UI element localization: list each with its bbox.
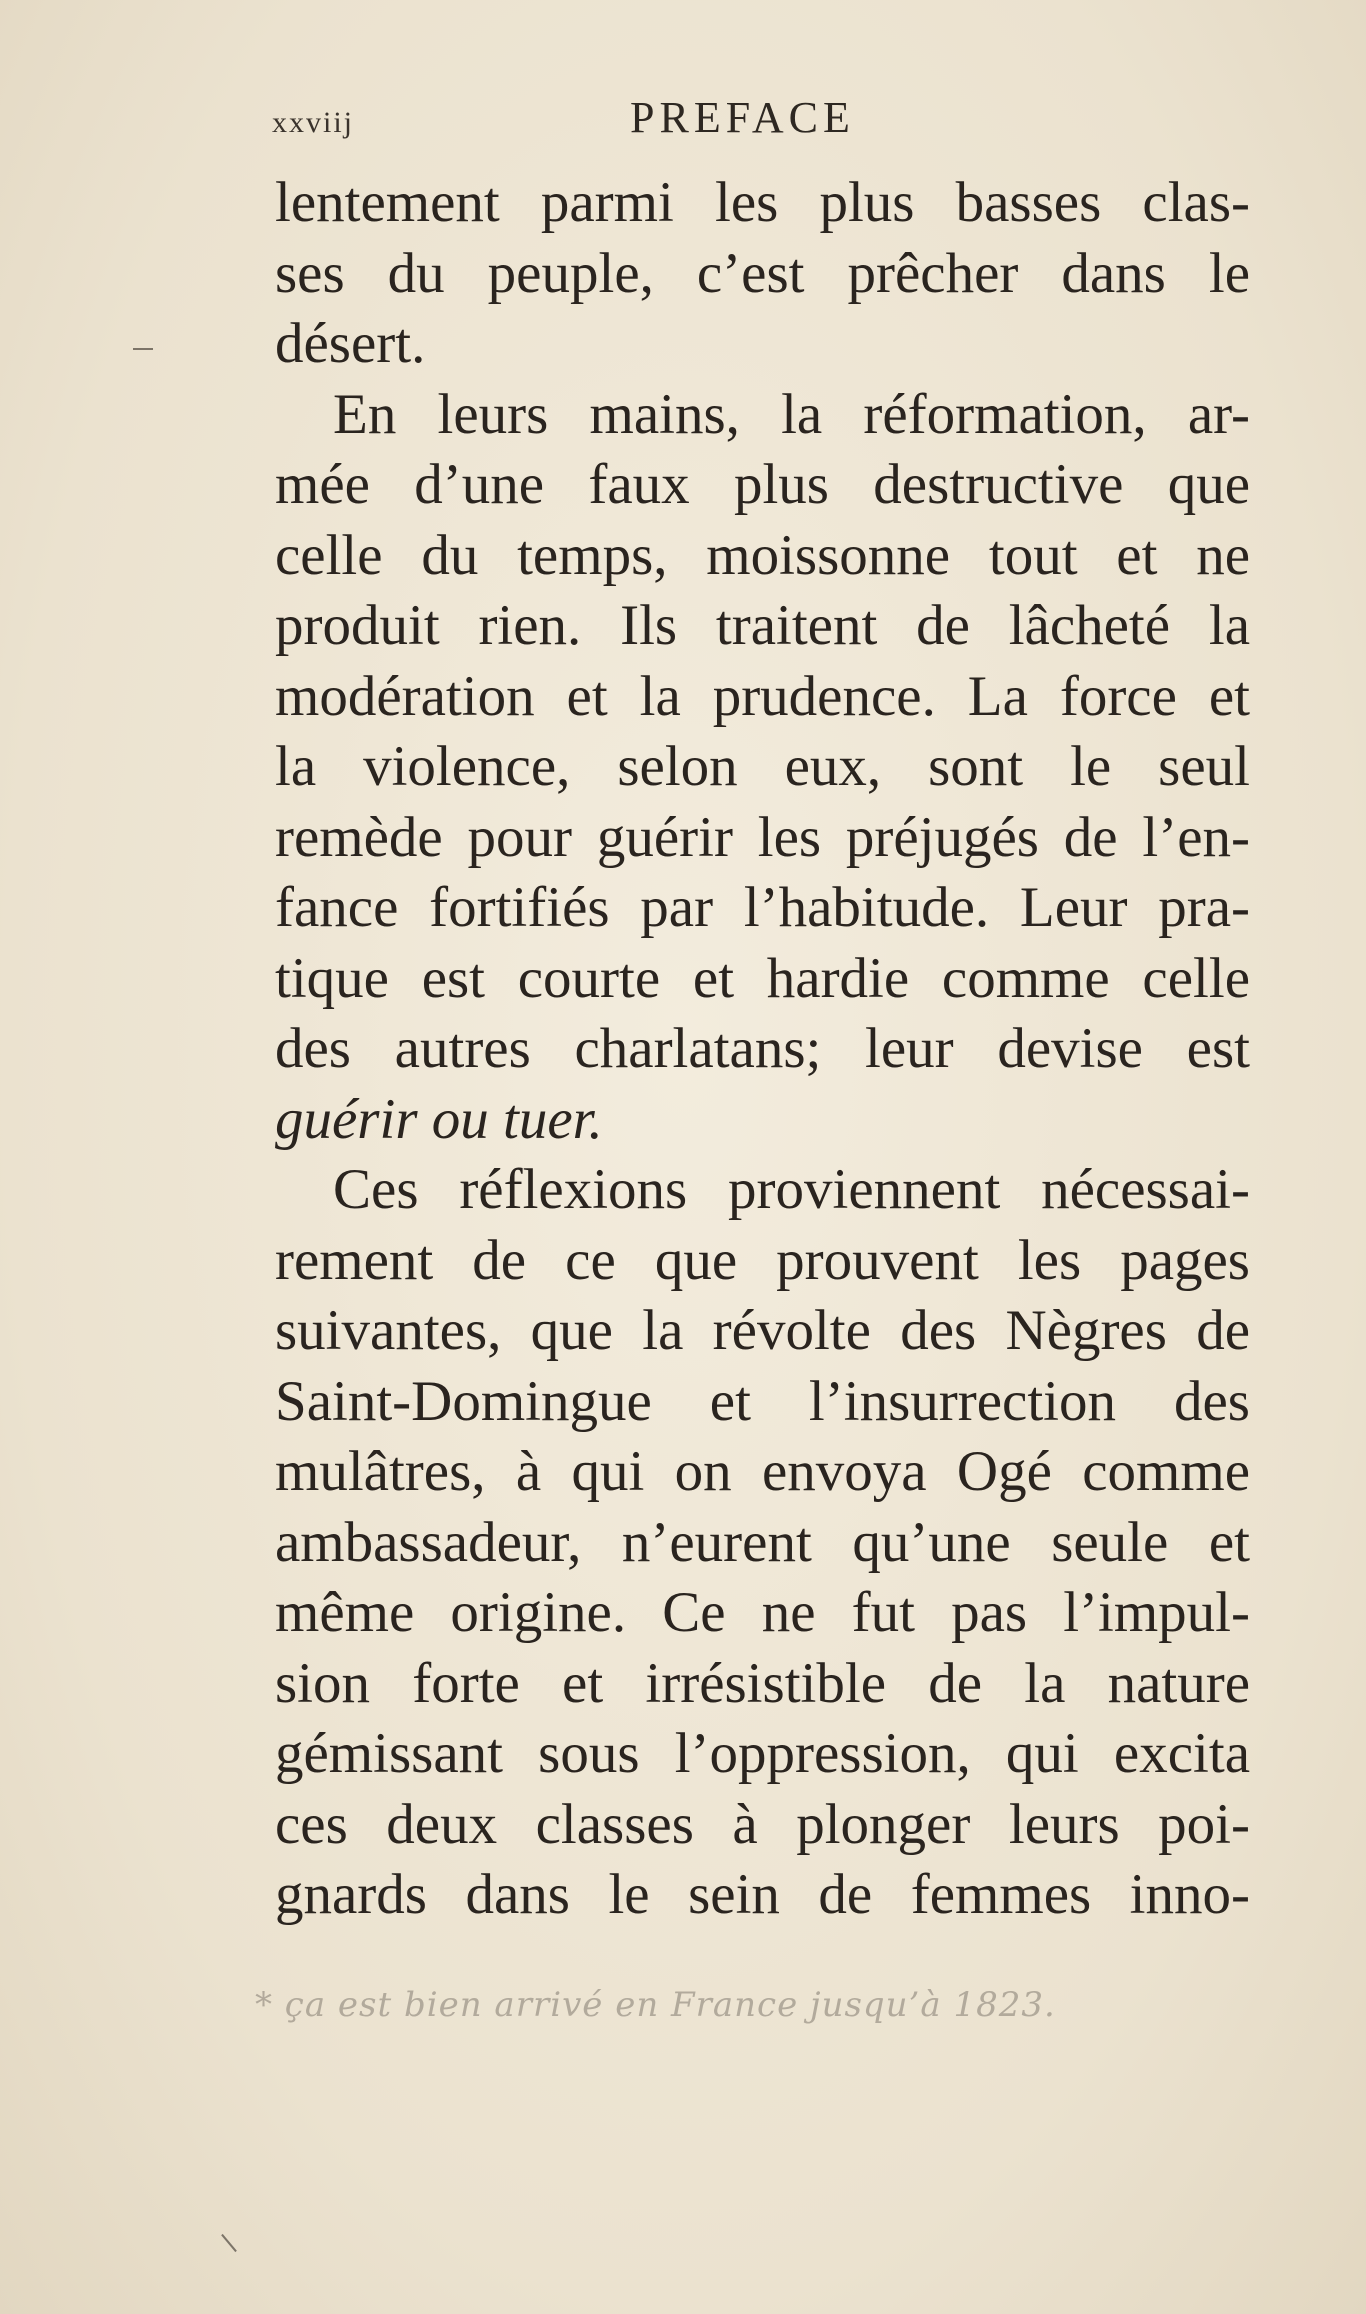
text-line: suivantes, que la révolte des Nègres de <box>275 1299 1250 1362</box>
text-line: mée d’une faux plus destructive que <box>275 453 1250 516</box>
text-line: modération et la prudence. La force et <box>275 664 1250 728</box>
text-line: gnards dans le sein de femmes inno- <box>275 1863 1250 1926</box>
text-line: des autres charlatans; leur devise est <box>275 1017 1250 1080</box>
text-line: sion forte et irrésistible de la nature <box>275 1651 1250 1715</box>
text-line: désert. <box>275 312 426 375</box>
text-line: fance fortifiés par l’habitude. Leur pra- <box>275 876 1250 939</box>
text-line: ambassadeur, n’eurent qu’une seule et <box>275 1510 1250 1574</box>
text-line: même origine. Ce ne fut pas l’impul- <box>275 1581 1250 1644</box>
text-line: lentement parmi les plus basses clas- <box>275 171 1250 234</box>
text-line: gémissant sous l’oppression, qui excita <box>275 1722 1250 1785</box>
text-line: mulâtres, à qui on envoya Ogé comme <box>275 1440 1250 1503</box>
text-line: remède pour guérir les préjugés de l’en- <box>275 805 1250 869</box>
handwritten-annotation: * ça est bien arrivé en France jusqu’à 1823. <box>255 1985 1056 2025</box>
page-header <box>272 92 1252 152</box>
text-line: tique est courte et hardie comme celle <box>275 946 1250 1010</box>
running-title: PREFACE <box>630 93 855 142</box>
text-line: Saint-Domingue et l’insurrection des <box>275 1369 1250 1433</box>
text-line: ses du peuple, c’est prêcher dans le <box>275 241 1250 305</box>
text-line: Ces réflexions proviennent nécessai- <box>333 1158 1250 1221</box>
text-line: rement de ce que prouvent les pages <box>275 1228 1250 1292</box>
text-line: ces deux classes à plonger leurs poi- <box>275 1792 1250 1856</box>
margin-dash <box>133 348 153 350</box>
page-number: xxviij <box>272 106 355 139</box>
text-line: celle du temps, moissonne tout et ne <box>275 523 1250 587</box>
text-line: la violence, selon eux, sont le seul <box>275 735 1250 798</box>
text-line-italic: guérir ou tuer. <box>275 1087 603 1151</box>
text-line: produit rien. Ils traitent de lâcheté la <box>275 594 1250 657</box>
text-line: En leurs mains, la réformation, ar- <box>333 382 1250 446</box>
body-text <box>275 168 1250 1931</box>
margin-tick <box>221 2234 237 2252</box>
